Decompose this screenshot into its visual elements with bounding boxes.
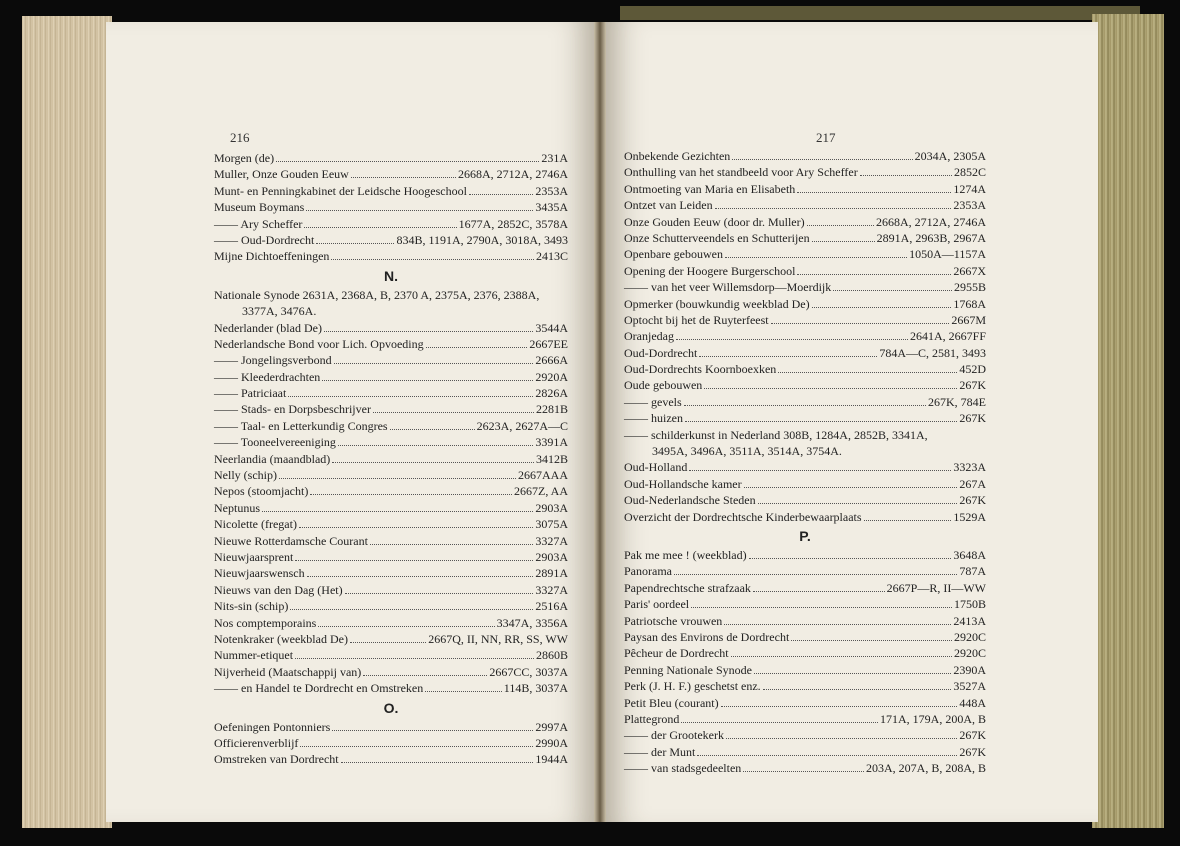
entry-refs: 267K	[959, 744, 986, 759]
entry-term: —— Stads- en Dorpsbeschrijver	[214, 402, 371, 417]
dot-leader	[797, 181, 951, 193]
left-page-number: 216	[230, 130, 250, 145]
dot-leader	[295, 647, 534, 659]
entry-term: Optocht bij het de Ruyterfeest	[624, 312, 769, 327]
entry-refs: 3648A	[953, 547, 986, 562]
dot-leader	[697, 744, 957, 756]
entry-term: —— Oud-Dordrecht	[214, 232, 315, 247]
dot-leader	[731, 645, 952, 657]
entry-refs: 2955B	[953, 280, 986, 295]
left-page-edges	[22, 16, 112, 828]
entry-refs: 267K, 784E	[928, 394, 986, 409]
entry-refs: 2667M	[951, 312, 986, 327]
index-entry	[214, 582, 568, 598]
entry-refs: 787A	[959, 564, 986, 579]
dot-leader	[332, 451, 534, 463]
index-entry	[214, 150, 568, 166]
dot-leader	[685, 410, 957, 422]
entry-refs: 114B, 3037A	[503, 681, 568, 696]
dot-leader	[674, 563, 957, 575]
dot-leader	[331, 248, 534, 260]
dot-leader	[807, 214, 874, 226]
index-entry	[624, 509, 986, 525]
index-entry	[624, 214, 986, 230]
index-entry	[624, 695, 986, 711]
entry-refs: 2891A, 2963B, 2967A	[876, 230, 986, 245]
dot-leader	[279, 467, 516, 479]
entry-term: Nieuwe Rotterdamsche Courant	[214, 533, 368, 548]
index-entry	[624, 645, 986, 661]
index-entry	[624, 279, 986, 295]
entry-refs: 267A	[959, 476, 986, 491]
index-entry	[624, 629, 986, 645]
entry-refs: 2623A, 2627A—C	[476, 418, 568, 433]
index-entry	[624, 492, 986, 508]
dot-leader	[425, 680, 502, 692]
entry-term: —— Jongelingsverbond	[214, 353, 332, 368]
entry-term: Nicolette (fregat)	[214, 517, 297, 532]
entry-refs: 1768A	[953, 296, 986, 311]
entry-term: Papendrechtsche strafzaak	[624, 580, 751, 595]
entry-refs: 3327A	[535, 582, 568, 597]
dot-leader	[744, 476, 958, 488]
entry-refs: 171A, 179A, 200A, B	[879, 711, 986, 726]
entry-refs: 2903A	[535, 500, 568, 515]
index-entry	[214, 533, 568, 549]
entry-refs: 2667EE	[529, 336, 568, 351]
entry-refs: 2903A	[535, 549, 568, 564]
index-entry	[624, 613, 986, 629]
entry-refs: 3075A	[535, 517, 568, 532]
spine-top	[620, 6, 1140, 20]
dot-leader	[684, 394, 926, 406]
entry-refs: 231A	[541, 151, 568, 165]
section-heading: O.	[383, 699, 399, 716]
dot-leader	[300, 735, 533, 747]
index-entry	[624, 197, 986, 213]
dot-leader	[363, 664, 487, 676]
dot-leader	[715, 197, 952, 209]
index-entry	[624, 580, 986, 596]
entry-refs: 1274A	[953, 181, 986, 196]
dot-leader	[754, 662, 951, 674]
entry-term: —— van stadsgedeelten	[624, 761, 742, 776]
dot-leader	[676, 328, 908, 340]
entry-refs: 2920A	[535, 369, 568, 384]
entry-refs: 2852C	[953, 165, 986, 180]
index-entry	[624, 459, 986, 475]
index-entry	[214, 287, 568, 303]
index-entry	[624, 312, 986, 328]
dot-leader	[390, 418, 475, 430]
entry-term: Notenkraker (weekblad De)	[214, 631, 348, 646]
dot-leader	[307, 565, 534, 577]
index-entry	[214, 401, 568, 417]
index-entry	[624, 361, 986, 377]
entry-term: Oud-Dordrechts Koornboexken	[624, 362, 777, 377]
index-entry	[214, 751, 568, 767]
entry-refs: 2353A	[953, 198, 986, 213]
entry-term: Panorama	[624, 564, 672, 579]
entry-term: Muller, Onze Gouden Eeuw	[214, 167, 349, 182]
entry-term: Nederlander (blad De)	[214, 320, 322, 335]
entry-term: Paris' oordeel	[624, 597, 690, 612]
entry-term: Neptunus	[214, 500, 260, 515]
dot-leader	[689, 459, 951, 471]
entry-term: Openbare gebouwen	[624, 247, 723, 262]
entry-refs: 267K	[959, 493, 986, 508]
entry-refs: 2667AAA	[518, 468, 568, 483]
dot-leader	[370, 533, 533, 545]
entry-refs: 267K	[959, 378, 986, 393]
index-entry	[214, 719, 568, 735]
entry-term: Oud-Holland	[624, 460, 688, 475]
entry-term: —— der Munt	[624, 744, 696, 759]
dot-leader	[341, 751, 534, 763]
index-entry	[214, 631, 568, 647]
dot-leader	[753, 580, 885, 592]
entry-refs: 2920C	[953, 629, 986, 644]
index-entry	[624, 563, 986, 579]
index-entry	[214, 199, 568, 215]
entry-term: Perk (J. H. F.) geschetst enz.	[624, 679, 761, 694]
index-entry	[214, 385, 568, 401]
index-entry	[624, 711, 986, 727]
entry-term: Plattegrond	[624, 711, 680, 726]
index-entry	[214, 598, 568, 614]
index-entry	[214, 352, 568, 368]
entry-continuation: 3495A, 3496A, 3511A, 3514A, 3754A.	[652, 444, 842, 459]
entry-term: —— Taal- en Letterkundig Congres	[214, 418, 388, 433]
entry-term: Ontmoeting van Maria en Elisabeth	[624, 181, 796, 196]
entry-refs: 448A	[959, 695, 986, 710]
entry-refs: 3412B	[535, 451, 568, 466]
dot-leader	[338, 434, 533, 446]
entry-refs: 3544A	[535, 320, 568, 335]
index-entry	[214, 565, 568, 581]
dot-leader	[749, 547, 952, 559]
index-entry	[624, 596, 986, 612]
entry-term: Opening der Hoogere Burgerschool	[624, 263, 796, 278]
index-entry	[624, 662, 986, 678]
entry-refs: 3347A, 3356A	[496, 615, 568, 630]
dot-leader	[758, 492, 958, 504]
gutter	[594, 22, 606, 822]
entry-term: Pak me mee ! (weekblad)	[624, 547, 747, 562]
entry-refs: 2891A	[535, 566, 568, 581]
entry-term: Officierenverblijf	[214, 735, 299, 750]
index-entry	[214, 418, 568, 434]
index-entry	[214, 680, 568, 696]
dot-leader	[350, 631, 426, 643]
entry-refs: 2667Z, AA	[514, 484, 568, 499]
entry-refs: 3323A	[953, 460, 986, 475]
dot-leader	[691, 596, 952, 608]
entry-term: Oranjedag	[624, 329, 674, 344]
dot-leader	[262, 500, 533, 512]
entry-term: Nederlandsche Bond voor Lich. Opvoeding	[214, 336, 424, 351]
entry-term: Nationale Synode 2631A, 2368A, B, 2370 A, 2375A, 2376, 2388A,	[214, 287, 540, 302]
dot-leader	[276, 150, 539, 162]
entry-refs: 1050A—1157A	[909, 247, 986, 262]
dot-leader	[310, 483, 512, 495]
entry-refs: 2413C	[535, 249, 568, 264]
right-index-column	[624, 148, 986, 776]
dot-leader	[791, 629, 952, 641]
entry-refs: 2516A	[535, 599, 568, 614]
entry-term: Morgen (de)	[214, 151, 275, 165]
entry-term: Oefeningen Pontonniers	[214, 719, 331, 734]
index-entry	[214, 216, 568, 232]
entry-term: —— en Handel te Dordrecht en Omstreken	[214, 681, 424, 696]
dot-leader	[778, 361, 957, 373]
entry-refs: 3527A	[953, 679, 986, 694]
dot-leader	[351, 166, 456, 178]
index-entry	[624, 181, 986, 197]
index-entry	[214, 336, 568, 352]
index-entry	[214, 232, 568, 248]
entry-continuation: 3377A, 3476A.	[242, 304, 317, 319]
index-entry	[624, 328, 986, 344]
entry-term: Patriotsche vrouwen	[624, 613, 723, 628]
index-entry	[214, 500, 568, 516]
dot-leader	[732, 148, 912, 160]
entry-term: Nijverheid (Maatschappij van)	[214, 664, 362, 679]
dot-leader	[318, 615, 494, 627]
entry-refs: 3391A	[535, 435, 568, 450]
index-entry	[624, 296, 986, 312]
index-entry	[624, 727, 986, 743]
left-page	[106, 22, 594, 822]
entry-term: Onze Gouden Eeuw (door dr. Muller)	[624, 214, 805, 229]
entry-term: Oud-Nederlandsche Steden	[624, 493, 756, 508]
entry-term: Pêcheur de Dordrecht	[624, 646, 729, 661]
entry-refs: 2668A, 2712A, 2746A	[876, 214, 986, 229]
dot-leader	[306, 199, 533, 211]
dot-leader	[812, 296, 952, 308]
dot-leader	[864, 509, 952, 521]
right-page	[606, 22, 1098, 822]
entry-term: Museum Boymans	[214, 200, 305, 215]
dot-leader	[763, 678, 952, 690]
dot-leader	[426, 336, 528, 348]
entry-term: Opmerker (bouwkundig weekblad De)	[624, 296, 810, 311]
dot-leader	[295, 549, 533, 561]
entry-refs: 2920C	[953, 646, 986, 661]
right-page-number: 217	[816, 130, 836, 145]
index-entry	[624, 760, 986, 776]
entry-term: Onze Schutterveendels en Schutterijen	[624, 230, 810, 245]
entry-term: —— van het veer Willemsdorp—Moerdijk	[624, 280, 832, 295]
entry-refs: 2413A	[953, 613, 986, 628]
entry-term: Nits-sin (schip)	[214, 599, 289, 614]
index-entry	[624, 345, 986, 361]
entry-refs: 2667P—R, II—WW	[886, 580, 986, 595]
dot-leader	[332, 719, 533, 731]
dot-leader	[334, 352, 534, 364]
dot-leader	[771, 312, 950, 324]
dot-leader	[743, 760, 864, 772]
entry-refs: 2860B	[535, 648, 568, 663]
dot-leader	[316, 232, 394, 244]
entry-refs: 267K	[959, 411, 986, 426]
entry-refs: 2667X	[953, 263, 986, 278]
index-entry	[624, 678, 986, 694]
entry-term: Nos comptemporains	[214, 615, 317, 630]
entry-term: Oud-Dordrecht	[624, 345, 698, 360]
entry-refs: 2990A	[535, 735, 568, 750]
dot-leader	[681, 711, 878, 723]
entry-refs: 267K	[959, 728, 986, 743]
entry-refs: 203A, 207A, B, 208A, B	[865, 761, 986, 776]
dot-leader	[469, 183, 533, 195]
dot-leader	[373, 401, 534, 413]
left-index-column	[214, 150, 568, 768]
index-entry	[624, 476, 986, 492]
index-entry	[624, 377, 986, 393]
index-entry	[214, 516, 568, 532]
index-entry	[214, 434, 568, 450]
index-entry	[214, 166, 568, 182]
section-heading: N.	[384, 267, 398, 284]
index-entry	[214, 647, 568, 663]
entry-term: —— gevels	[624, 394, 682, 409]
entry-refs: 2666A	[535, 353, 568, 368]
entry-refs: 452D	[959, 362, 986, 377]
entry-refs: 2826A	[535, 386, 568, 401]
index-entry	[214, 320, 568, 336]
entry-term: —— Kleederdrachten	[214, 369, 321, 384]
dot-leader	[833, 279, 952, 291]
entry-refs: 1529A	[953, 509, 986, 524]
entry-refs: 834B, 1191A, 2790A, 3018A, 3493	[396, 232, 568, 247]
entry-term: Nelly (schip)	[214, 468, 277, 483]
dot-leader	[288, 385, 533, 397]
index-entry	[214, 248, 568, 264]
index-entry	[624, 410, 986, 426]
entry-term: Oude gebouwen	[624, 378, 703, 393]
entry-term: Nieuwjaarswensch	[214, 566, 305, 581]
entry-refs: 2641A, 2667FF	[909, 329, 986, 344]
index-entry	[214, 664, 568, 680]
entry-refs: 1944A	[535, 752, 568, 767]
dot-leader	[322, 369, 533, 381]
dot-leader	[290, 598, 533, 610]
index-entry	[214, 483, 568, 499]
index-entry	[624, 744, 986, 760]
entry-refs: 2281B	[535, 402, 568, 417]
entry-term: Nummer-etiquet	[214, 648, 294, 663]
index-entry	[214, 735, 568, 751]
index-entry	[214, 369, 568, 385]
entry-term: Overzicht der Dordrechtsche Kinderbewaarplaats	[624, 509, 862, 524]
entry-term: —— Ary Scheffer	[214, 216, 303, 231]
dot-leader	[699, 345, 877, 357]
entry-refs: 2353A	[535, 183, 568, 198]
dot-leader	[860, 164, 952, 176]
entry-refs: 3327A	[535, 533, 568, 548]
index-entry	[214, 467, 568, 483]
entry-refs: 2668A, 2712A, 2746A	[458, 167, 568, 182]
right-page-edges	[1092, 14, 1164, 828]
entry-term: Onthulling van het standbeeld voor Ary Scheffer	[624, 165, 858, 180]
entry-term: Paysan des Environs de Dordrecht	[624, 629, 790, 644]
dot-leader	[324, 320, 533, 332]
dot-leader	[725, 246, 907, 258]
entry-term: Penning Nationale Synode	[624, 662, 752, 677]
entry-refs: 784A—C, 2581, 3493	[879, 345, 986, 360]
dot-leader	[797, 263, 951, 275]
index-entry	[214, 183, 568, 199]
entry-term: Nepos (stoomjacht)	[214, 484, 309, 499]
section-heading: P.	[799, 527, 811, 544]
entry-term: Nieuws van den Dag (Het)	[214, 582, 343, 597]
dot-leader	[721, 695, 958, 707]
index-entry	[624, 246, 986, 262]
entry-term: Neerlandia (maandblad)	[214, 451, 331, 466]
entry-term: Oud-Hollandsche kamer	[624, 476, 742, 491]
index-entry	[624, 547, 986, 563]
entry-refs: 2034A, 2305A	[914, 149, 986, 163]
entry-term: —— Tooneelvereeniging	[214, 435, 336, 450]
entry-term: Onbekende Gezichten	[624, 149, 731, 163]
dot-leader	[726, 727, 957, 739]
dot-leader	[812, 230, 875, 242]
index-entry	[624, 148, 986, 164]
entry-term: Petit Bleu (courant)	[624, 695, 719, 710]
entry-term: Omstreken van Dordrecht	[214, 752, 339, 767]
entry-term: —— huizen	[624, 411, 683, 426]
index-entry	[214, 451, 568, 467]
dot-leader	[299, 516, 533, 528]
entry-term: Ontzet van Leiden	[624, 198, 713, 213]
entry-refs: 1750B	[953, 597, 986, 612]
entry-refs: 2667Q, II, NN, RR, SS, WW	[428, 631, 568, 646]
entry-refs: 1677A, 2852C, 3578A	[458, 216, 568, 231]
dot-leader	[724, 613, 951, 625]
entry-term: —— der Grootekerk	[624, 728, 724, 743]
entry-refs: 3435A	[535, 200, 568, 215]
entry-term: —— Patriciaat	[214, 386, 287, 401]
index-entry	[624, 263, 986, 279]
dot-leader	[345, 582, 534, 594]
dot-leader	[704, 377, 957, 389]
dot-leader	[304, 216, 456, 228]
index-entry	[214, 615, 568, 631]
entry-term: Munt- en Penningkabinet der Leidsche Hoogeschool	[214, 183, 467, 198]
entry-refs: 2997A	[535, 719, 568, 734]
index-entry	[624, 427, 986, 443]
index-entry	[624, 230, 986, 246]
entry-refs: 2390A	[953, 662, 986, 677]
index-entry	[214, 549, 568, 565]
entry-term: —— schilderkunst in Nederland 308B, 1284A, 2852B, 3341A,	[624, 427, 928, 442]
entry-refs: 2667CC, 3037A	[489, 664, 568, 679]
index-entry	[624, 164, 986, 180]
entry-term: Mijne Dichtoeffeningen	[214, 249, 330, 264]
index-entry	[624, 394, 986, 410]
entry-term: Nieuwjaarsprent	[214, 549, 294, 564]
